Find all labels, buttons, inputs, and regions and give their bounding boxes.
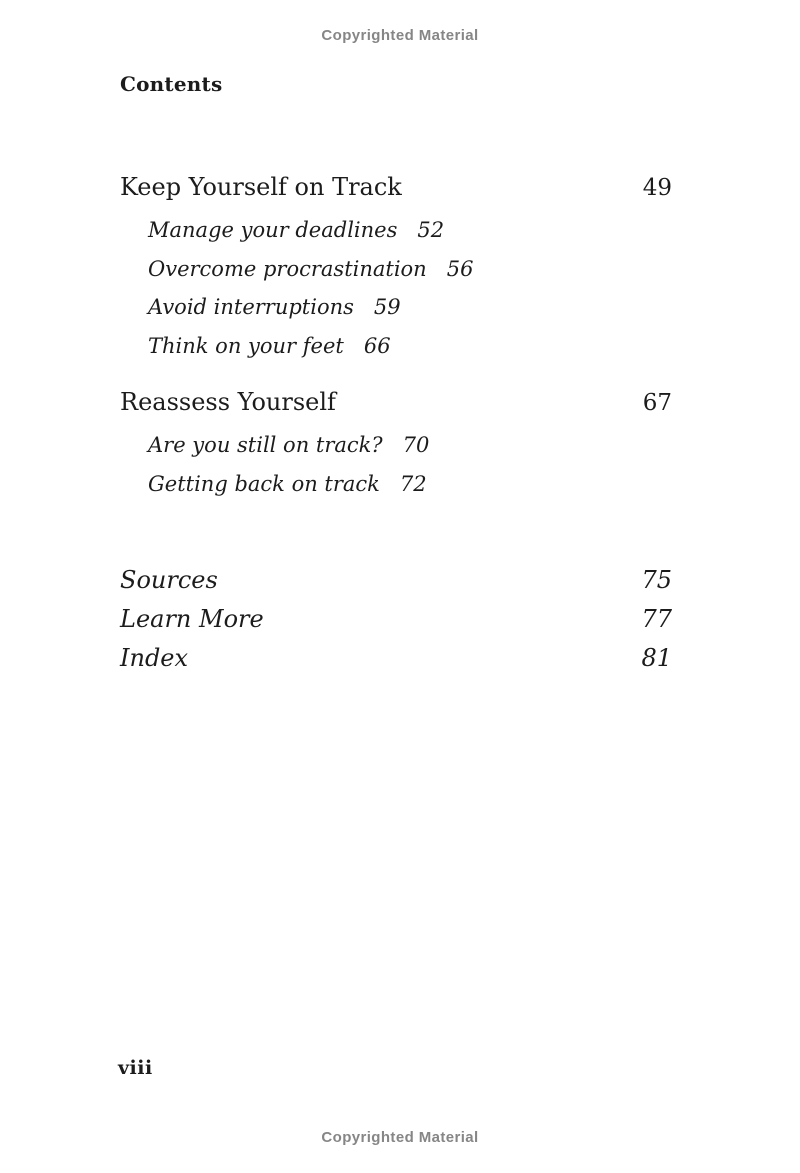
subsection-title: Manage your deadlines xyxy=(148,218,398,242)
back-matter-row xyxy=(120,600,672,639)
subsection-title: Avoid interruptions xyxy=(148,295,354,319)
copyright-notice-bottom: Copyrighted Material xyxy=(321,1129,479,1146)
subsection-title: Getting back on track xyxy=(148,471,380,496)
back-matter-page-number: 77 xyxy=(641,605,672,633)
toc-subsection-row xyxy=(148,465,672,504)
copyright-notice-top: Copyrighted Material xyxy=(321,27,479,44)
back-matter-row xyxy=(120,561,672,600)
subsection-title: Are you still on track? xyxy=(148,433,383,457)
subsection-page-number: 52 xyxy=(417,218,445,242)
back-matter-title: Sources xyxy=(120,566,218,594)
table-of-contents xyxy=(120,172,672,678)
toc-subsection-row xyxy=(148,288,672,327)
back-matter-title: Index xyxy=(120,644,189,672)
folio-page-number: viii xyxy=(118,1057,153,1079)
back-matter-page-number: 75 xyxy=(641,566,672,594)
chapter-title: Keep Yourself on Track xyxy=(120,173,402,201)
subsection-page-number: 70 xyxy=(402,433,430,457)
chapter-title: Reassess Yourself xyxy=(120,388,336,416)
subsection-title: Think on your feet xyxy=(148,333,344,358)
subsection-page-number: 66 xyxy=(363,333,391,358)
back-matter-page-number: 81 xyxy=(641,644,672,672)
toc-section xyxy=(120,172,672,365)
back-matter-title: Learn More xyxy=(120,605,264,633)
chapter-page-number: 67 xyxy=(642,390,672,416)
toc-subsection-row xyxy=(148,211,672,250)
subsection-page-number: 59 xyxy=(373,295,401,319)
toc-subsection-row xyxy=(148,250,672,289)
chapter-page-number: 49 xyxy=(642,175,672,201)
toc-subsection-list xyxy=(120,211,672,365)
back-matter-row xyxy=(120,639,672,678)
page-title: Contents xyxy=(120,72,223,96)
toc-section xyxy=(120,387,672,503)
toc-subsection-list xyxy=(120,426,672,503)
subsection-page-number: 72 xyxy=(399,471,427,496)
toc-subsection-row xyxy=(148,426,672,465)
toc-chapter-row xyxy=(120,387,672,418)
subsection-title: Overcome procrastination xyxy=(148,256,427,281)
toc-chapter-row xyxy=(120,172,672,203)
toc-back-matter xyxy=(120,561,672,678)
subsection-page-number: 56 xyxy=(446,256,474,281)
toc-subsection-row xyxy=(148,327,672,366)
